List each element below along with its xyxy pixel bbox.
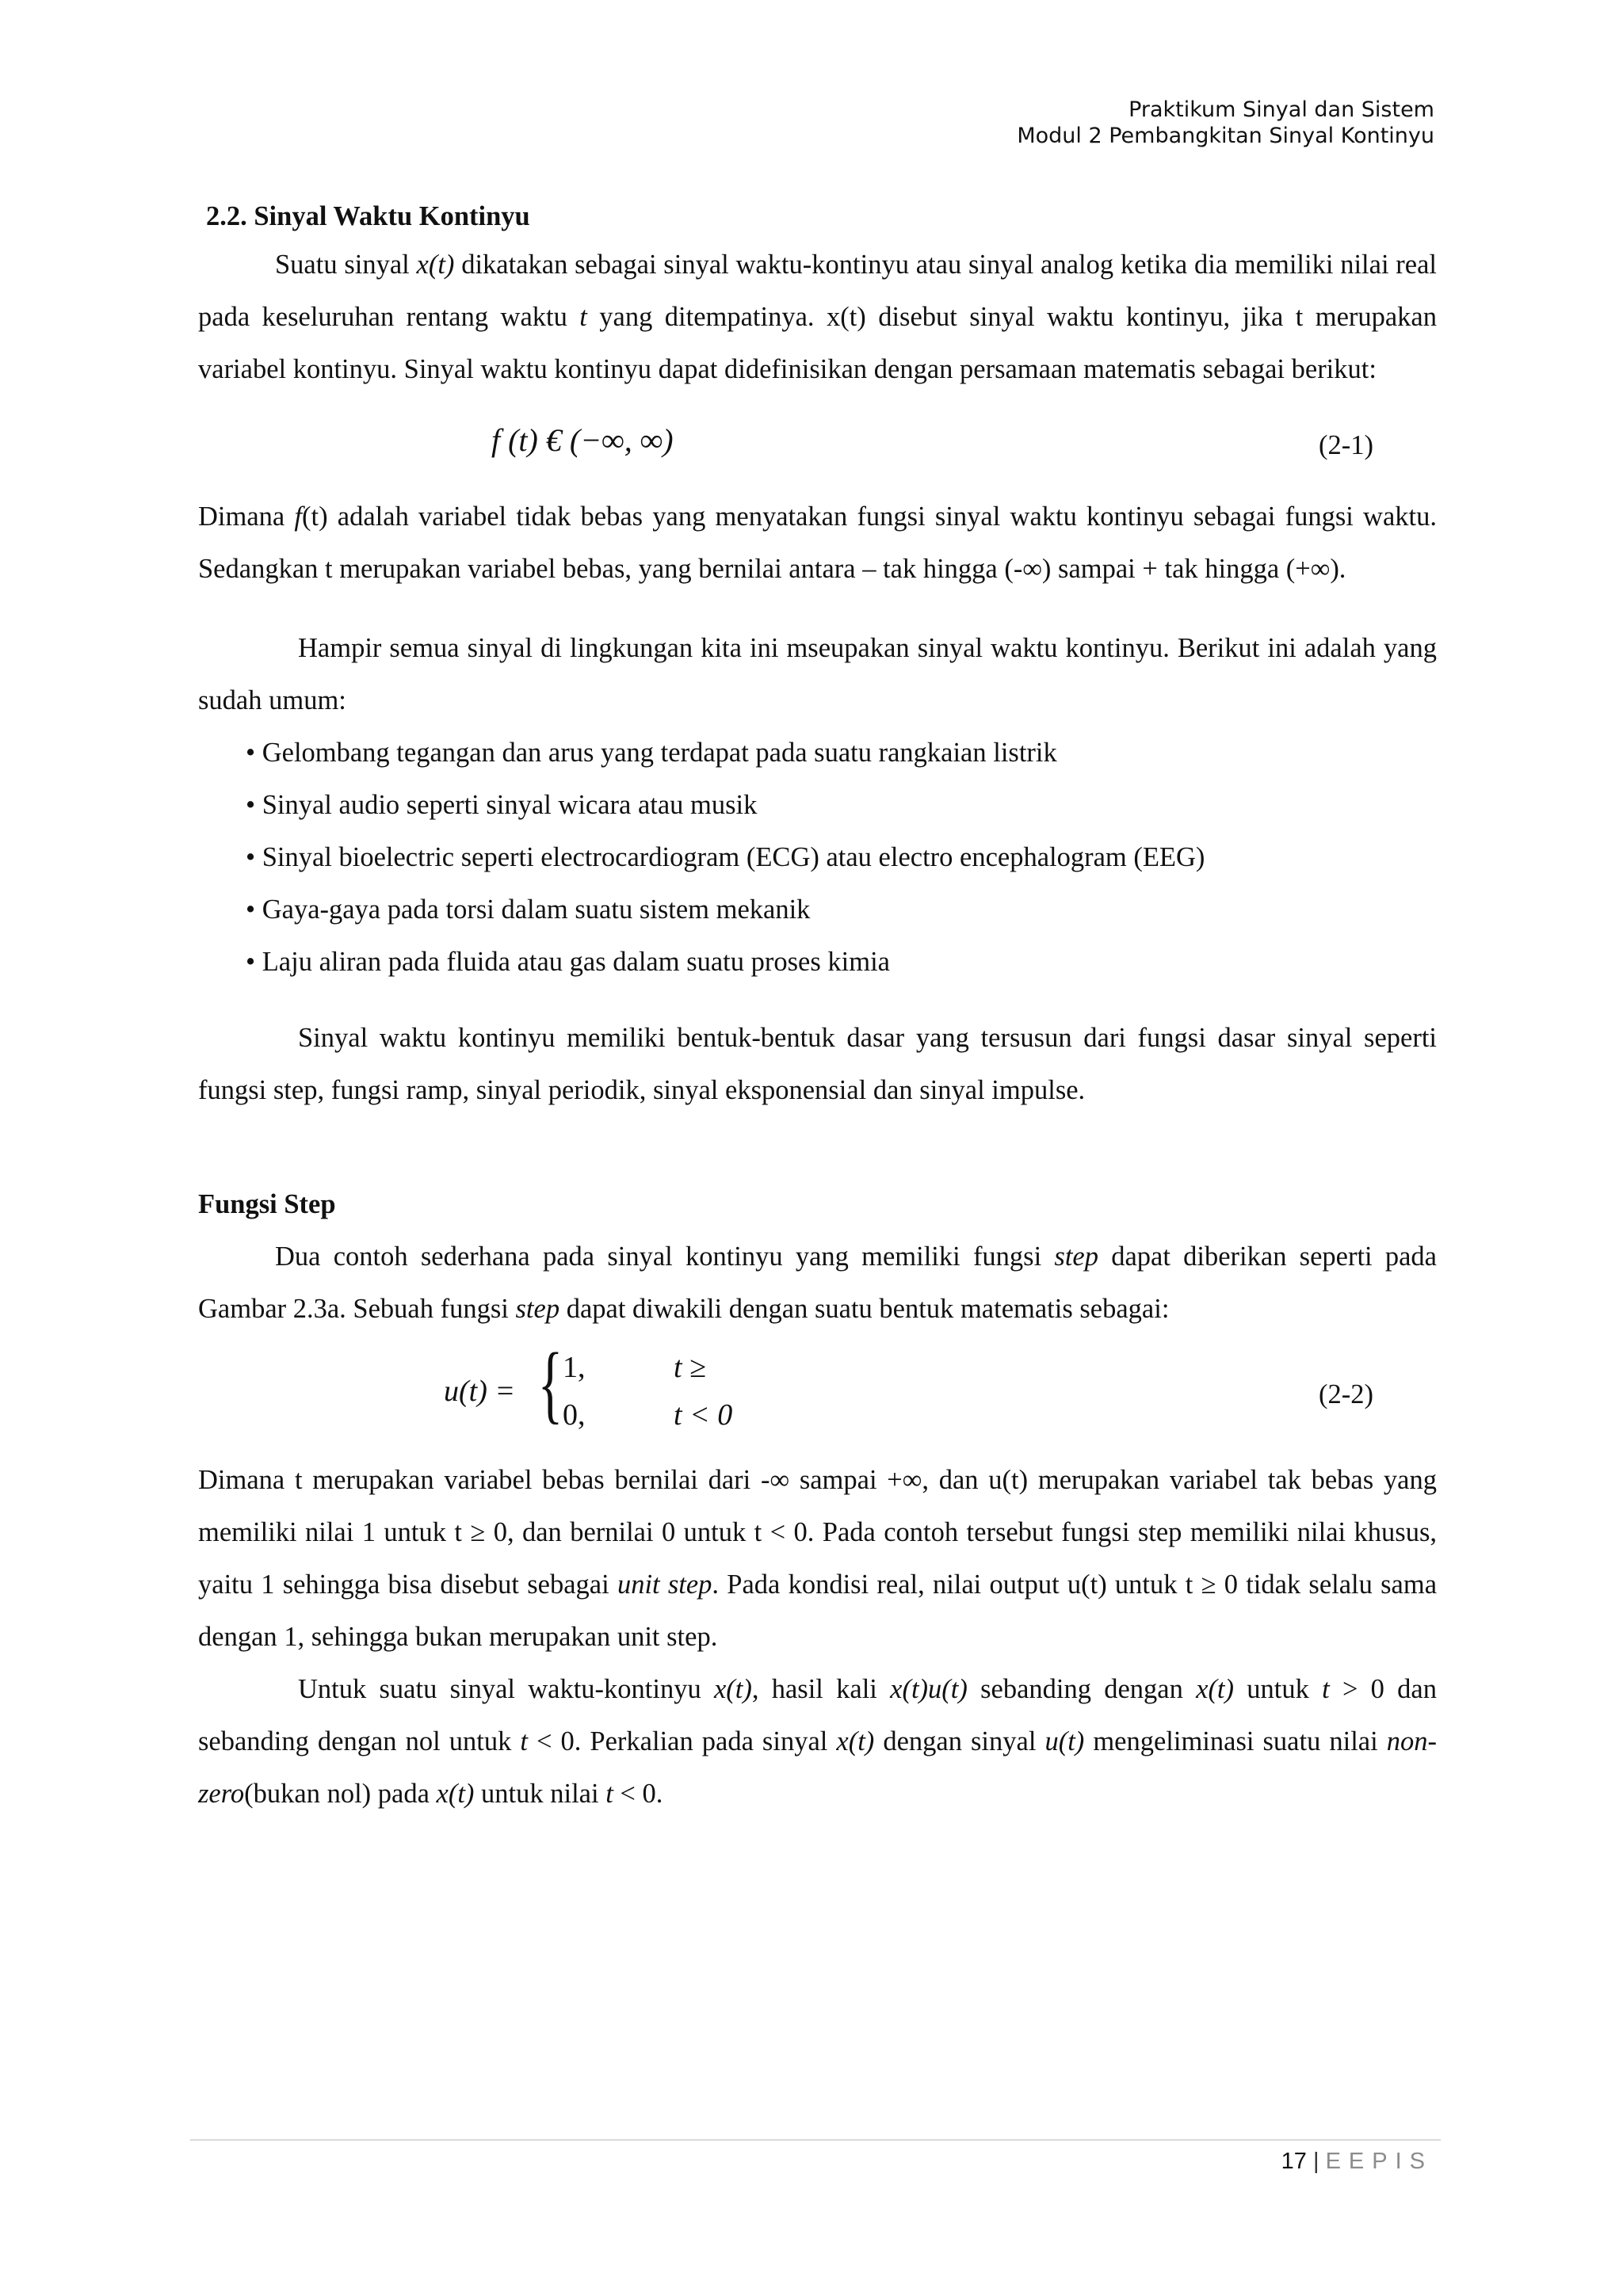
header-course: Praktikum Sinyal dan Sistem: [1128, 97, 1434, 122]
equation-number: (2-1): [1319, 430, 1373, 460]
footer-divider: [190, 2139, 1441, 2141]
text: dikatakan sebagai sinyal waktu-kontinyu atau sinyal analog ketika dia memiliki nilai real pada keseluruhan rentang waktu: [198, 250, 1437, 332]
piecewise-formula: [444, 1335, 777, 1438]
header-module: Modul 2 Pembangkitan Sinyal Kontinyu: [1017, 124, 1434, 148]
math-xt: x(t): [1196, 1674, 1235, 1704]
text: untuk nilai: [474, 1779, 606, 1809]
text: < 0. Perkalian pada sinyal: [527, 1726, 837, 1756]
list-item: • Gaya-gaya pada torsi dalam suatu sistem mekanik: [246, 883, 1437, 936]
list-item: • Sinyal audio seperti sinyal wicara atau musik: [246, 779, 1437, 831]
term-non-zero: non-zero: [198, 1726, 1437, 1809]
math-f: f: [294, 502, 303, 532]
text: yang ditempatinya. x(t) disebut sinyal waktu kontinyu, jika t merupakan variabel kontinyu. Sinyal waktu kontinyu dapat didefinisikan dengan persamaan matematis sebagai berikut:: [198, 302, 1437, 384]
text: untuk: [1234, 1674, 1323, 1704]
text: Dua contoh sederhana pada sinyal kontinyu yang memiliki fungsi: [275, 1241, 1055, 1272]
equation-2-2: [198, 1335, 1437, 1454]
equation-2-1: [198, 395, 1437, 490]
equation-formula: f (t) € (−∞, ∞): [491, 422, 674, 458]
math-xtut: x(t)u(t): [890, 1674, 968, 1704]
text: dapat diberikan seperti pada Gambar 2.3a. Sebuah fungsi: [198, 1241, 1437, 1324]
math-xt: x(t): [836, 1726, 875, 1756]
term-step: step: [515, 1294, 560, 1324]
page-footer: [1281, 2149, 1433, 2175]
term-unit-step: unit step: [617, 1569, 712, 1600]
page-number: 17: [1281, 2149, 1307, 2174]
list-item: • Laju aliran pada fluida atau gas dalam suatu proses kimia: [246, 936, 1437, 988]
paragraph-basic-forms: Sinyal waktu kontinyu memiliki bentuk-bentuk dasar yang tersusun dari fungsi dasar sinyal seperti fungsi step, fungsi ramp, sinyal periodik, sinyal eksponensial dan sinyal impulse.: [198, 1023, 1437, 1105]
page-body: [198, 194, 1437, 1820]
text: Suatu sinyal: [275, 250, 417, 280]
case-condition: t < 0: [674, 1398, 733, 1432]
text: . Pada kondisi real, nilai output u(t) untuk t ≥ 0 tidak selalu sama dengan 1, sehingga bukan merupakan unit step.: [198, 1569, 1438, 1652]
case-condition: t ≥: [674, 1351, 706, 1384]
text: (bukan nol) pada: [244, 1779, 437, 1809]
paragraph-step-explanation: [198, 1454, 1437, 1663]
list-item: • Gelombang tegangan dan arus yang terdapat pada suatu rangkaian listrik: [246, 727, 1437, 779]
math-xt: x(t): [436, 1779, 475, 1809]
paragraph-product: [198, 1663, 1437, 1820]
text: , hasil kali: [751, 1674, 891, 1704]
text: sebanding dengan: [967, 1674, 1197, 1704]
paragraph-definition: [198, 238, 1437, 395]
case-value: 0,: [563, 1398, 586, 1432]
text: Untuk suatu sinyal waktu-kontinyu: [298, 1674, 714, 1704]
text: mengeliminasi suatu nilai: [1084, 1726, 1387, 1756]
math-ut: u(t): [1044, 1726, 1085, 1756]
equation-lhs: u(t) =: [444, 1375, 516, 1408]
math-t: t: [520, 1726, 528, 1756]
section-title: 2.2. Sinyal Waktu Kontinyu: [206, 201, 530, 231]
math-t: t: [579, 302, 587, 332]
subsection-heading: Fungsi Step: [198, 1189, 336, 1219]
running-header: [1017, 97, 1434, 149]
paragraph-examples-intro: Hampir semua sinyal di lingkungan kita ini mseupakan sinyal waktu kontinyu. Berikut ini adalah yang sudah umum:: [198, 633, 1437, 715]
text: Dimana: [198, 502, 295, 532]
example-signal-list: [246, 727, 1437, 988]
paragraph-dimana: [198, 490, 1437, 595]
math-t: t: [1322, 1674, 1330, 1704]
equation-number: (2-2): [1319, 1379, 1373, 1409]
curly-brace: {: [537, 1335, 563, 1432]
text: (t) adalah variabel tidak bebas yang menyatakan fungsi sinyal waktu kontinyu sebagai fungsi waktu. Sedangkan t merupakan variabel bebas, yang bernilai antara – tak hingga (-∞) sampai + tak hingga (+∞).: [198, 502, 1437, 584]
term-step: step: [1054, 1241, 1098, 1272]
text: > 0 dan sebanding dengan nol untuk: [198, 1674, 1437, 1756]
footer-separator: |: [1312, 2149, 1319, 2174]
text: < 0.: [613, 1779, 663, 1809]
list-item: • Sinyal bioelectric seperti electrocardiogram (ECG) atau electro encephalogram (EEG): [246, 831, 1437, 883]
math-t: t: [605, 1779, 613, 1809]
math-xt: x(t): [416, 250, 455, 280]
text: dapat diwakili dengan suatu bentuk matematis sebagai:: [559, 1294, 1170, 1324]
footer-org: EEPIS: [1325, 2149, 1433, 2174]
text: Dimana t merupakan variabel bebas bernilai dari -∞ sampai +∞, dan u(t) merupakan variabel tak bebas yang memiliki nilai 1 untuk t ≥ 0, dan bernilai 0 untuk t < 0. Pada contoh tersebut fungsi step memiliki nilai khusus, yaitu 1 sehingga bisa disebut sebagai: [198, 1465, 1437, 1600]
text: dengan sinyal: [874, 1726, 1045, 1756]
paragraph-step-intro: [198, 1230, 1437, 1335]
case-value: 1,: [563, 1351, 586, 1384]
math-xt: x(t): [713, 1674, 752, 1704]
